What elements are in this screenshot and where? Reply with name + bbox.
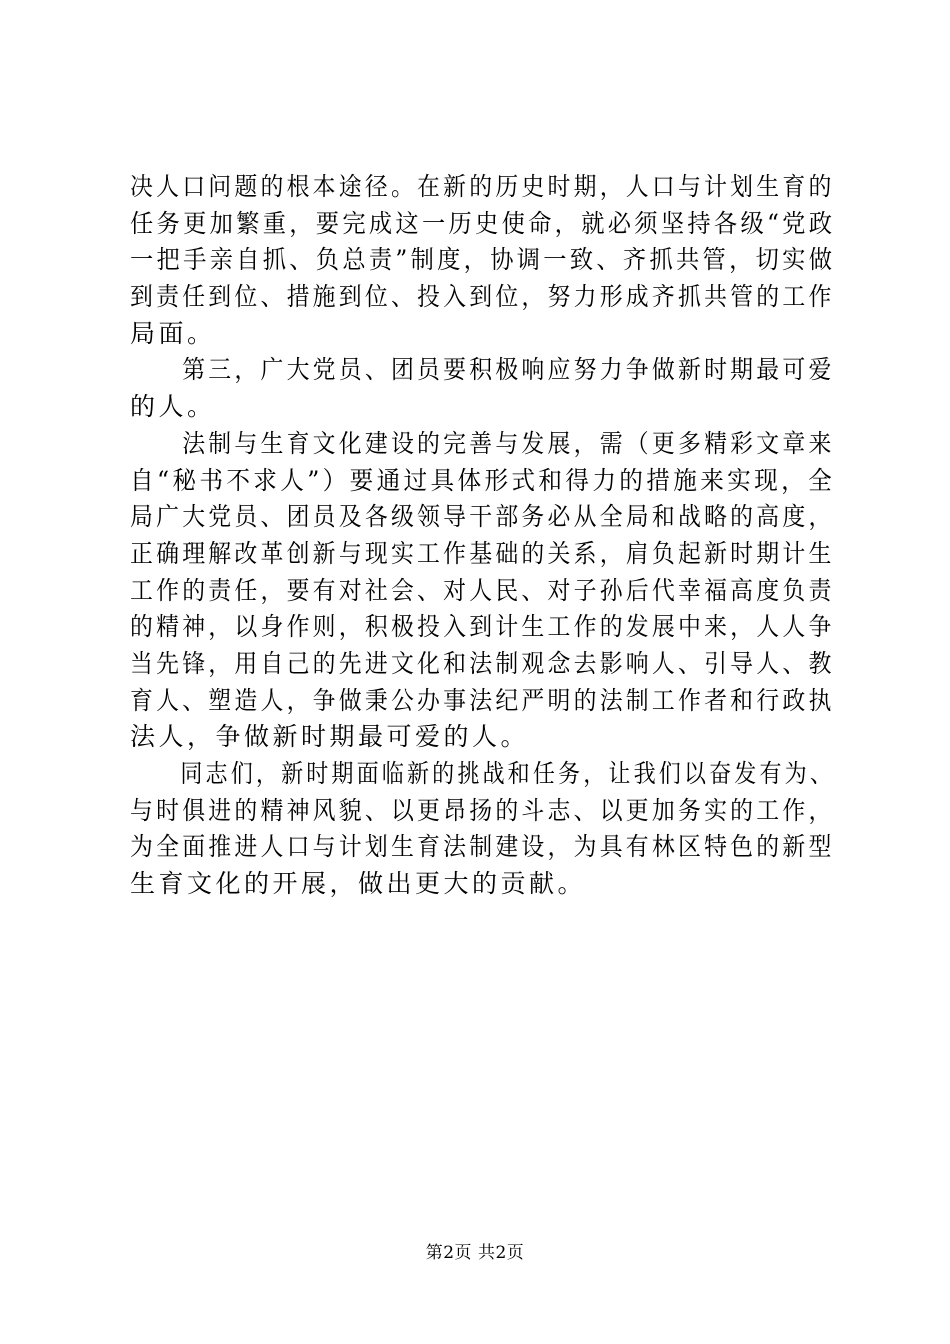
text-line: 的人。 — [130, 392, 216, 422]
text-line: 到责任到位、措施到位、投入到位，努力形成齐抓共管的工作 — [130, 282, 835, 312]
text-line: 局广大党员、团员及各级领导干部务必从全局和战略的高度， — [130, 502, 835, 532]
text-line: 一把手亲自抓、负总责”制度，协调一致、齐抓共管，切实做 — [130, 245, 836, 275]
text-line: 生育文化的开展，做出更大的贡献。 — [130, 869, 587, 899]
text-line: 正确理解改革创新与现实工作基础的关系，肩负起新时期计生 — [130, 538, 835, 568]
text-line: 自“秘书不求人”）要通过具体形式和得力的措施来实现，全 — [130, 465, 836, 495]
text-line: 为全面推进人口与计划生育法制建设，为具有林区特色的新型 — [130, 832, 835, 862]
page-number-footer: 第2页 共2页 — [425, 1243, 525, 1263]
text-line: 与时俱进的精神风貌、以更昂扬的斗志、以更加务实的工作， — [130, 795, 835, 825]
text-line: 法制与生育文化建设的完善与发展，需（更多精彩文章来 — [130, 428, 835, 458]
document-body — [130, 169, 836, 903]
text-line: 法人，争做新时期最可爱的人。 — [130, 722, 530, 752]
text-line: 同志们，新时期面临新的挑战和任务，让我们以奋发有为、 — [130, 759, 836, 788]
text-line: 当先锋，用自己的先进文化和法制观念去影响人、引导人、教 — [130, 648, 835, 678]
text-line: 的精神，以身作则，积极投入到计生工作的发展中来，人人争 — [130, 612, 835, 642]
text-line: 育人、塑造人，争做秉公办事法纪严明的法制工作者和行政执 — [130, 685, 835, 715]
text-line: 工作的责任，要有对社会、对人民、对子孙后代幸福高度负责 — [130, 575, 835, 605]
text-line: 决人口问题的根本途径。在新的历史时期，人口与计划生育的 — [130, 172, 835, 201]
text-line: 任务更加繁重，要完成这一历史使命，就必须坚持各级“党政 — [130, 208, 836, 238]
text-line: 第三，广大党员、团员要积极响应努力争做新时期最可爱 — [130, 355, 835, 385]
text-line: 局面。 — [130, 318, 216, 348]
